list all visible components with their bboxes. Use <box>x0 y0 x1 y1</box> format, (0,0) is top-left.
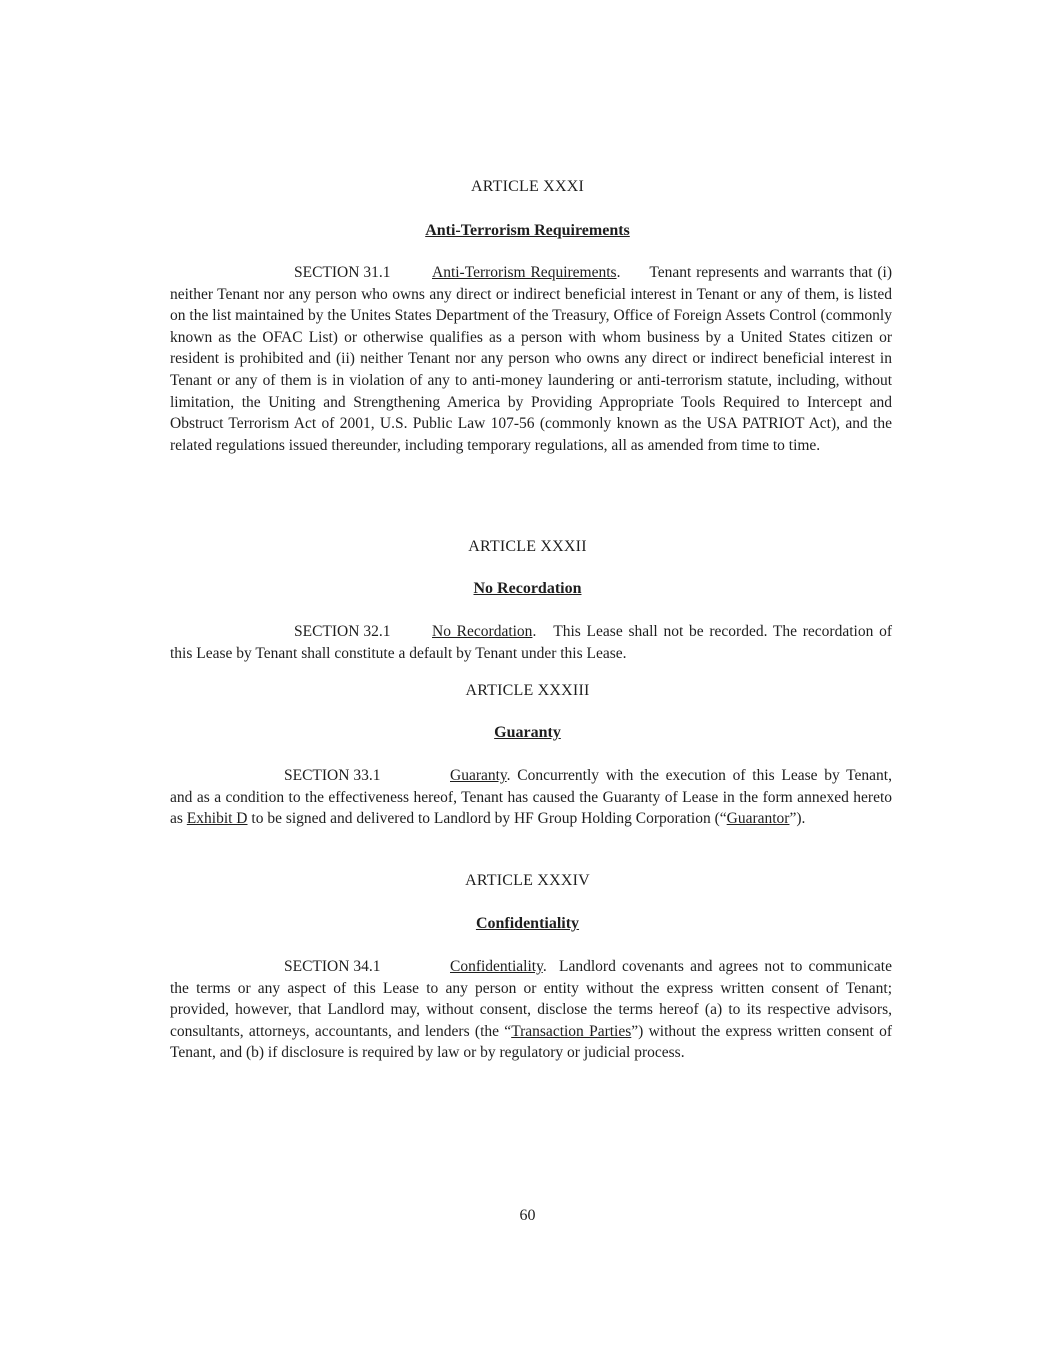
section-text: Concurrently with the execution of this Lease by Tenant, and as a condition to the effectiveness hereof, Tenant has caused the Guaranty of Lease in the form annexed hereto as <box>170 767 892 828</box>
section-paragraph: SECTION 33.1 Guaranty. Concurrently with the execution of this Lease by Tenant, and as a condition to the effectiveness hereof, Tenant has caused the Guaranty of Lease in the form annexed hereto as Exhibit D to be signed and delivered to Landlord by HF Group Holding Corporation (“Guarantor”). <box>170 767 892 828</box>
article-heading: ARTICLE XXXI <box>471 178 584 195</box>
article-heading: ARTICLE XXXIII <box>465 682 590 699</box>
section-text-continued: ”) without the express written consent of Tenant, and (b) if disclosure is required by law or by regulatory or judicial process. <box>170 1022 892 1062</box>
article-title: Anti-Terrorism Requirements <box>425 222 630 239</box>
section-text: Tenant represents and warrants that (i) neither Tenant nor any person who owns any direct or indirect beneficial interest in Tenant or any of them, is listed on the list maintained by the Unites States Department of the Treasury, Office of Foreign Assets Control (commonly known as the OFAC List) or otherwise qualifies as a person with whom business by a United States citizen or resident is prohibited and (ii) neither Tenant nor any person who owns any direct or indirect beneficial interest in Tenant or any of them is in violation of any to anti-money laundering or anti-terrorism statute, including, without limitation, the Uniting and Strengthening America by Providing Appropriate Tools Required to Intercept and Obstruct Terrorism Act of 2001, U.S. Public Law 107-56 (commonly known as the USA PATRIOT Act), and the related regulations issued thereunder, including temporary regulations, all as amended from time to time. <box>170 264 892 454</box>
section-title: Guaranty <box>450 767 507 784</box>
section-paragraph: SECTION 31.1 Anti-Terrorism Requirements. Tenant represents and warrants that (i) neither Tenant nor any person who owns any direct or indirect beneficial interest in Tenant or any of them, is listed on the list maintained by the Unites States Department of the Treasury, Office of Foreign Assets Control (commonly known as the OFAC List) or otherwise qualifies as a person with whom business by a United States citizen or resident is prohibited and (ii) neither Tenant nor any person who owns any direct or indirect beneficial interest in Tenant or any of them is in violation of any to anti-money laundering or anti-terrorism statute, including, without limitation, the Uniting and Strengthening America by Providing Appropriate Tools Required to Intercept and Obstruct Terrorism Act of 2001, U.S. Public Law 107-56 (commonly known as the USA PATRIOT Act), and the related regulations issued thereunder, including temporary regulations, all as amended from time to time. <box>170 264 892 454</box>
page-number: 60 <box>519 1207 536 1224</box>
article-title: No Recordation <box>473 580 582 597</box>
section-paragraph: SECTION 32.1 No Recordation. This Lease shall not be recorded. The recordation of this Lease by Tenant shall constitute a default by Tenant under this Lease. <box>170 623 892 662</box>
article-heading: ARTICLE XXXIV <box>465 872 590 889</box>
section-label: SECTION 31.1 <box>294 264 391 281</box>
defined-term: Guarantor <box>726 810 790 828</box>
exhibit-reference: Exhibit D <box>186 810 248 828</box>
section-label: SECTION 33.1 <box>284 767 381 784</box>
section-title: No Recordation <box>432 623 533 640</box>
section-label: SECTION 34.1 <box>284 958 381 975</box>
defined-term: Transaction Parties <box>511 1022 632 1040</box>
section-label: SECTION 32.1 <box>294 623 391 640</box>
article-title: Confidentiality <box>475 915 580 932</box>
article-heading: ARTICLE XXXII <box>468 538 587 555</box>
section-text: This Lease shall not be recorded. The recordation of this Lease by Tenant shall constitute a default by Tenant under this Lease. <box>170 623 892 662</box>
section-text-continued: to be signed and delivered to Landlord by HF Group Holding Corporation (“ <box>251 810 727 828</box>
section-text-end: ”). <box>789 810 806 828</box>
section-title: Anti-Terrorism Requirements <box>432 264 617 281</box>
section-title: Confidentiality <box>450 958 543 975</box>
section-paragraph: SECTION 34.1 Confidentiality. Landlord covenants and agrees not to communicate the terms or any aspect of this Lease to any person or entity without the express written consent of Tenant; provided, however, that Landlord may, without consent, disclose the terms hereof (a) to its respective advisors, consultants, attorneys, accountants, and lenders (the “Transaction Parties”) without the express written consent of Tenant, and (b) if disclosure is required by law or by regulatory or judicial process. <box>170 958 892 1062</box>
section-text: Landlord covenants and agrees not to communicate the terms or any aspect of this Lease to any person or entity without the express written consent of Tenant; provided, however, that Landlord may, without consent, disclose the terms hereof (a) to its respective advisors, consultants, attorneys, accountants, and lenders (the “ <box>170 958 892 1040</box>
article-title: Guaranty <box>494 724 561 741</box>
